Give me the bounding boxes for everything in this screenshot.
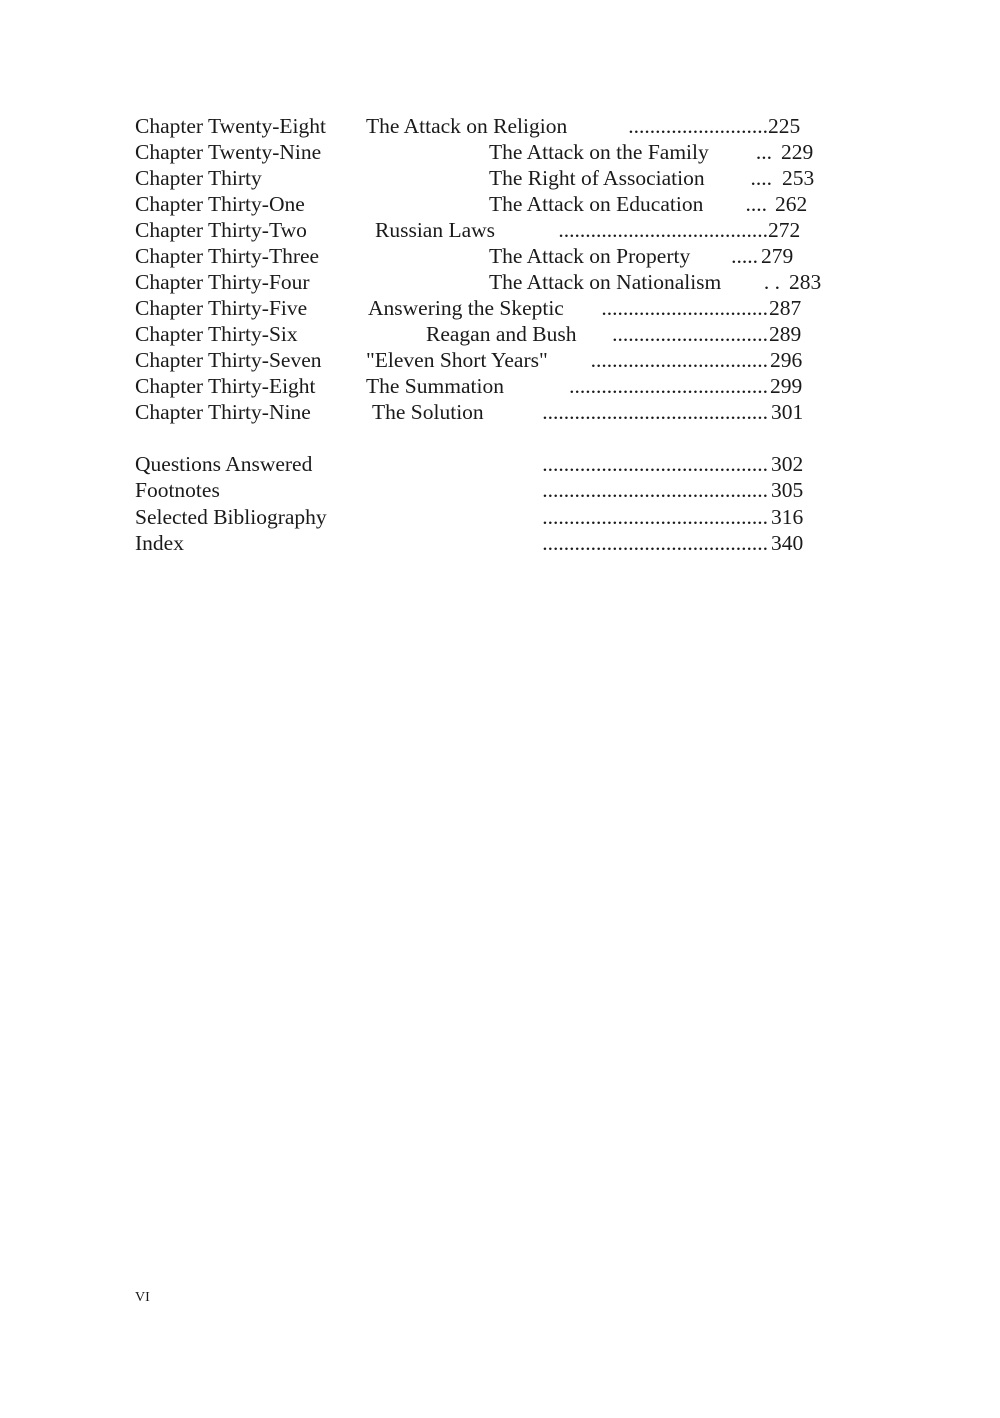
toc-entry <box>0 191 1000 217</box>
chapter-label: Chapter Thirty-Six <box>135 322 298 346</box>
page-number: 305 <box>771 478 804 502</box>
toc-entry <box>0 165 1000 191</box>
toc-entry <box>0 295 1000 321</box>
toc-entry <box>0 243 1000 269</box>
chapter-title: Russian Laws <box>375 218 496 242</box>
page-number: 253 <box>782 166 815 190</box>
leader-dots: .......................................... <box>542 478 768 502</box>
page-number: 283 <box>789 270 822 294</box>
toc-entry <box>0 321 1000 347</box>
chapter-title: The Attack on the Family <box>489 140 709 164</box>
leader-dots: . . <box>763 270 780 294</box>
page-number: 299 <box>770 374 803 398</box>
chapter-label: Chapter Thirty-Three <box>135 244 320 268</box>
chapter-label: Chapter Thirty-Seven <box>135 348 322 372</box>
toc-entry <box>0 477 1000 503</box>
leader-dots: ..................................... <box>569 374 768 398</box>
chapter-label: Chapter Thirty <box>135 166 262 190</box>
leader-dots: .......................................... <box>542 452 768 476</box>
page-number: 302 <box>771 452 804 476</box>
chapter-title: The Attack on Religion <box>366 114 568 138</box>
leader-dots: ... <box>755 140 772 164</box>
chapter-title: The Attack on Property <box>489 244 691 268</box>
toc-entry <box>0 451 1000 477</box>
toc-entry <box>0 113 1000 139</box>
chapter-label: Chapter Thirty-Eight <box>135 374 316 398</box>
leader-dots: .......................................... <box>542 505 768 529</box>
section-label: Index <box>135 531 184 555</box>
chapter-label: Chapter Thirty-Four <box>135 270 310 294</box>
chapter-title: The Solution <box>372 400 484 424</box>
leader-dots: .......................................... <box>542 531 768 555</box>
page-number: 279 <box>761 244 794 268</box>
leader-dots: .......................... <box>628 114 768 138</box>
leader-dots: ....................................... <box>558 218 768 242</box>
chapter-label: Chapter Thirty-Nine <box>135 400 311 424</box>
chapter-label: Chapter Thirty-Two <box>135 218 307 242</box>
page-number: 296 <box>770 348 803 372</box>
leader-dots: .......................................... <box>542 400 768 424</box>
chapter-title: Reagan and Bush <box>426 322 577 346</box>
section-label: Footnotes <box>135 478 220 502</box>
chapter-label: Chapter Thirty-Five <box>135 296 308 320</box>
chapter-title: The Attack on Nationalism <box>489 270 722 294</box>
page-number: 289 <box>769 322 802 346</box>
page-number: 262 <box>775 192 808 216</box>
page-number: 229 <box>781 140 814 164</box>
toc-entry <box>0 217 1000 243</box>
leader-dots: ............................... <box>601 296 768 320</box>
page-number: 272 <box>768 218 801 242</box>
chapter-title: The Summation <box>366 374 504 398</box>
page-number: 225 <box>768 114 801 138</box>
chapter-title: Answering the Skeptic <box>368 296 564 320</box>
chapter-title: The Right of Association <box>489 166 705 190</box>
section-label: Selected Bibliography <box>135 505 327 529</box>
toc-entry <box>0 530 1000 556</box>
toc-entry <box>0 347 1000 373</box>
leader-dots: .... <box>750 166 772 190</box>
page-folio: VI <box>135 1290 150 1305</box>
section-label: Questions Answered <box>135 452 313 476</box>
leader-dots: .... <box>745 192 767 216</box>
chapter-label: Chapter Thirty-One <box>135 192 305 216</box>
toc-entry <box>0 269 1000 295</box>
toc-entry <box>0 139 1000 165</box>
chapter-title: "Eleven Short Years" <box>366 348 548 372</box>
leader-dots: ................................. <box>590 348 768 372</box>
page-number: 316 <box>771 505 804 529</box>
page-number: 301 <box>771 400 804 424</box>
leader-dots: ..... <box>731 244 758 268</box>
leader-dots: ............................. <box>612 322 768 346</box>
page-number: 287 <box>769 296 802 320</box>
chapter-label: Chapter Twenty-Nine <box>135 140 322 164</box>
toc-entry <box>0 399 1000 425</box>
chapter-title: The Attack on Education <box>489 192 704 216</box>
chapter-label: Chapter Twenty-Eight <box>135 114 326 138</box>
toc-entry <box>0 504 1000 530</box>
toc-entry <box>0 373 1000 399</box>
page-number: 340 <box>771 531 804 555</box>
